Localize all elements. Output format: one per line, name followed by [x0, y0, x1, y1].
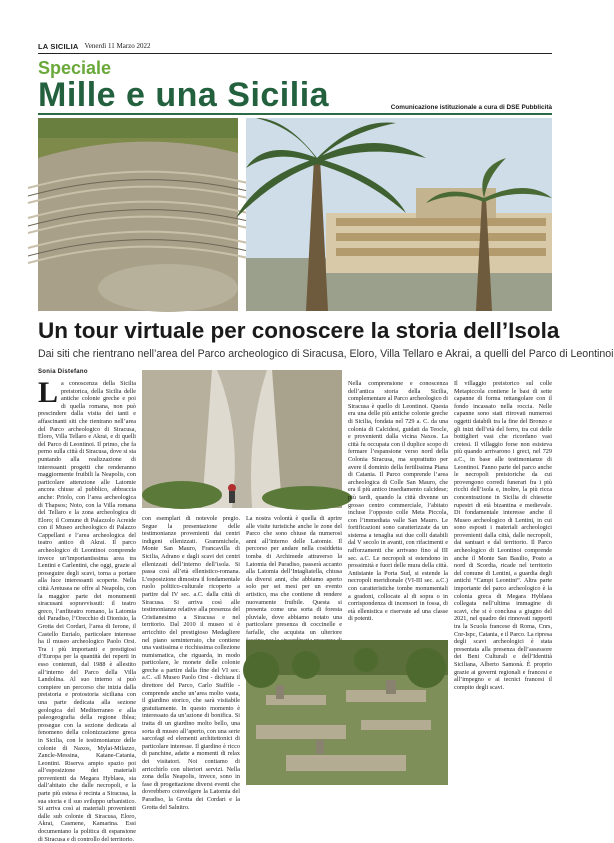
paper-name: LA SICILIA — [38, 41, 79, 51]
section-kicker: Speciale — [38, 58, 112, 78]
photo-museum-palms — [246, 118, 552, 311]
drop-cap: L — [38, 376, 59, 409]
institutional-note: Comunicazione istituzionale a cura di DSE Pubblicità — [390, 104, 552, 111]
photo-ruins-garden — [246, 640, 448, 785]
photo-greek-theatre — [38, 118, 238, 311]
article-subhead: Dai siti che rientrano nell’area del Parco archeologico di Siracusa, Eloro, Villa Tellaro e Akrai, a quelli del Parco di Leontinoi — [38, 348, 614, 360]
column-1-text: a conoscenza della Sicilia preistorica, della Sicilia delle antiche colonie greche e poi di quella romana, non può prescindere dalla visita dei tanti e affascinanti siti che rientrano nell’area del Parco archeologico di Siracusa, Eloro, Villa Tellaro e Akrai, e di quelli del Parco di Leontinoi. Il primo, che fa perno sulla città di Siracusa, dove si sta puntando alla realizzazione di interessanti progetti che renderanno maggiormente fruibili la Neapolis, con particolare attenzione alle Latomie ancora chiuse al pubblico, abbraccia anche: Priolo, con l’area archeologica di Thapsos; Noto, con la Villa romana del Tellaro e la zona archeologica di Eloro; il Comune di Palazzolo Acreide con il Museo archeologico di Palazzo Cappellani e l’area archeologica del teatro antico di Akrai. Il parco archeologico di Leontinoi comprende invece un’importantissima area tra Lentini e Carlentini, che oggi, grazie al proseguire degli scavi, torna a portare alla luce interessanti scoperte. Nella città Aretusea ne offre al Neapolis, con la maggior parte dei monumenti siracusani sopravvissuti: il teatro greco, l’anfiteatro romano, la Latomia del Paradiso, l’Orecchio di Dionisio, la Grotta dei Cordari, l’area di Ierone, il Castello Eurialo, particolare interesse ha il museo archeologico Paolo Orsi. Tra i più importanti e prestigiosi d’Europa per la quantità dei reperti in esso contenuti, dal 1988 è allestito all’interno del Parco della Villa Landolina. Al suo interno si può compiere un percorso che inizia dalla preistoria e protostoria siciliana con una parte dedicata alla sezione geologica del Mediterraneo e alla paleogeografia della regione Iblea; prosegue con la sezione dedicata al fenomeno della colonizzazione greca in Sicilia, con le testimonianze delle colonie di Naxos, Mylai-Milazzo, Zancle-Messina, Katane-Catania, Leontini. Riserva ampio spazio poi all’esposizione dei materiali provenienti da Megara Hyblaea, sia dall’abitato che dalle necropoli, e la parte più estesa è recinta a Siracusa, la sua storia e il suo sviluppo urbanistico. Si arriva così ai materiali provenienti dalle sub colonie di Siracusa, Eloro, Akrai, Casmene, Kamarina. Essi documentano la politica di espansione di Siracusa e di controllo del territorio. — [38, 380, 136, 843]
section-rule — [38, 113, 552, 115]
photo-latomia-quarry — [142, 370, 342, 508]
article-headline: Un tour virtuale per conoscere la storia dell’Isola — [38, 318, 560, 343]
issue-date: Venerdì 11 Marzo 2022 — [84, 42, 151, 50]
article-column-1 — [38, 376, 136, 843]
masthead — [38, 40, 552, 52]
article-column-5 — [454, 380, 552, 803]
section-title: Mille e una Sicilia — [38, 76, 330, 114]
masthead-rule — [38, 53, 552, 54]
column-5-text: Il villaggio preistorico sul colle Metapiccola contiene le basi di sette capanne di forma rettangolare con il fondo incassato nella roccia. Nelle capanne sono stati ritrovati numerosi oggetti databili tra la fine del Bronzo e gli inizi dell’età del ferro, tra cui delle bottiglieri vasi che ricordano vasi cretesi. Il villaggio forse non esisteva più quando arrivarono i greci, nel 729 a.C., in base alle testimonianze di Leontinoi. Fanno parte del parco anche le necropoli preistoriche da cui provengono corredi funerari fra i più ricchi dell’isola e, inoltre, la più ricca concentrazione in Sicilia di chiesette rupestri di età bizantina e medievale. Di fondamentale interesse anche il Museo archeologico di Lentini, in cui sono esposti i materiali archeologici provenienti dalla città, dalle necropoli, dai santuari e dal territorio. Il Parco archeologico di Leontinoi comprende anche il Monte San Basilio, Posto a nord di Scordia, ricade nel territorio del comune di Lentini, a guardia degli antichi “Campi Leontini”. Altra parte importante del parco archeologico è la colonia greca di Megara Hyblaea collegata nell’ultima immagine di scavi, che si è conclusa a giugno del 2021, nel quadro dei rinnovati rapporti tra la Scuola francese di Roma, Cnrs, Cnr-Ispc, Catania, e il Parco. La ripresa degli scavi archeologici è stata presentata alla presenza dell’assessore dei Beni Culturali e dell’Identità Siciliana, Alberto Samonà. È proprio grazie ai governi regionali e francesi e all’impegno e ai tecnici francesi il compito degli scavi. — [454, 380, 552, 691]
column-4-text: Nella comprensione e conoscenza dell’antica storia della Sicilia, complementare al Parco archeologico di Siracusa è quello di Leontinoi. Questa era una delle più antiche colonie greche di Sicilia, fondata nel 729 a. C. da una colonia di Calcidesi, guidati da Teocle, e provenienti dalla vicina Naxos. La città fu occupata con il duplice scopo di fermare l’espansione verso nord della Colonia Siracusa, ma soprattutto per avere il dominio della fertilissima Piana di Catania. Il Parco comprende l’area archeologica di Colle San Mauro, che era il più antico insediamento calcidese; più tardi, quando la città divenne un grosso centro commerciale, l’abitato incluse l’opposto colle Meta Piccola, con l’immediata valle San Mauro. Le fortificazioni sono caratterizzate da un sistema a tenaglia sui due colli databili dal V secolo in avanti, con rifacimenti e rafforzamenti che arrivano fino al III sec. a.C. Le necropoli si estendono in prossimità e fuori delle mura della città. Antistante la Porta Sud, si estende la necropoli meridionale (VI-III sec. a.C.) con caratteristiche tombe monumentali a gradoni, collocate al di sopra o in corrispondenza di incensori in fossa, di età ellenistica e riservate ad una classe di potenti. — [348, 380, 448, 623]
article-column-2 — [142, 515, 240, 811]
column-2-text: con esemplari di notevole pregio. Segue la presentazione delle testimonianze provenienti dai centri indigeni ellenizzati. Grammichele, Monte San Mauro, Francavilla di Sicilia, Adrano e dagli scavi dei centri ellenizzati dell’interno dell’isola. Si passa così all’età ellenistico-romana. L’esposizione dimostra il fondamentale ruolo politico-culturale ricoperto a partire dal IV sec. a.C. dalla città di Siracusa. Si arriva così alle testimonianze relative alla presenza del Cristianesimo a Siracusa e nel territorio. Dal 2010 il museo si è arricchito del prestigioso Medagliere nel piano seminterrato, che contiene una vastissima e ricchissima collezione numismatica, che riguarda, in modo particolare, le monete delle colonie greche a partire dalla fine del VI sec. a.C. «Il Museo Paolo Orsi - dichiara il direttore del Parco, Carlo Staffile - comprende anche un’area molto vasta, il giardino storico, che sarà visitabile gratuitamente. In questo momento è interessato da un’azione di bonifica. Si tratta di un giardino molto bello, una sorta di museo all’aperto, con una serie sarcofagi ed elementi architettonici di particolare interesse. Il giardino è ricco di panchine, adatte a momenti di relax dei visitatori. Noi contiamo di arricchirlo con ulteriori servizi. Nella zona della Neapolis, invece, sono in fase di progettazione diversi eventi che dovrebbero coinvolgere la Latomia del Paradiso, la Grotta dei Cordari e la Grotta del Salnitro. — [142, 515, 240, 811]
article-byline: Sonia Distefano — [38, 369, 88, 375]
column-3-text: La nostra volontà è quella di aprire alle visite turistiche anche le zone del Parco che sono chiuse da numerosi anni all’interno delle Latomie. Il percorso per andare nella cosiddetta tomba di Archimede attraverso la Latomia del Paradiso, passerà accanto alla Latomia dell’Intagliatella, chiusa da diversi anni, che abbiamo aperto solo per sei mesi per un evento artistico, ma che contiene di rendere nuovamente fruibile. Questa si presenta come una sorta di foresta pluviale, dove abbiamo notato una particolare presenza di coccinelle e farfalle, che acquista un ulteriore — [246, 515, 342, 636]
